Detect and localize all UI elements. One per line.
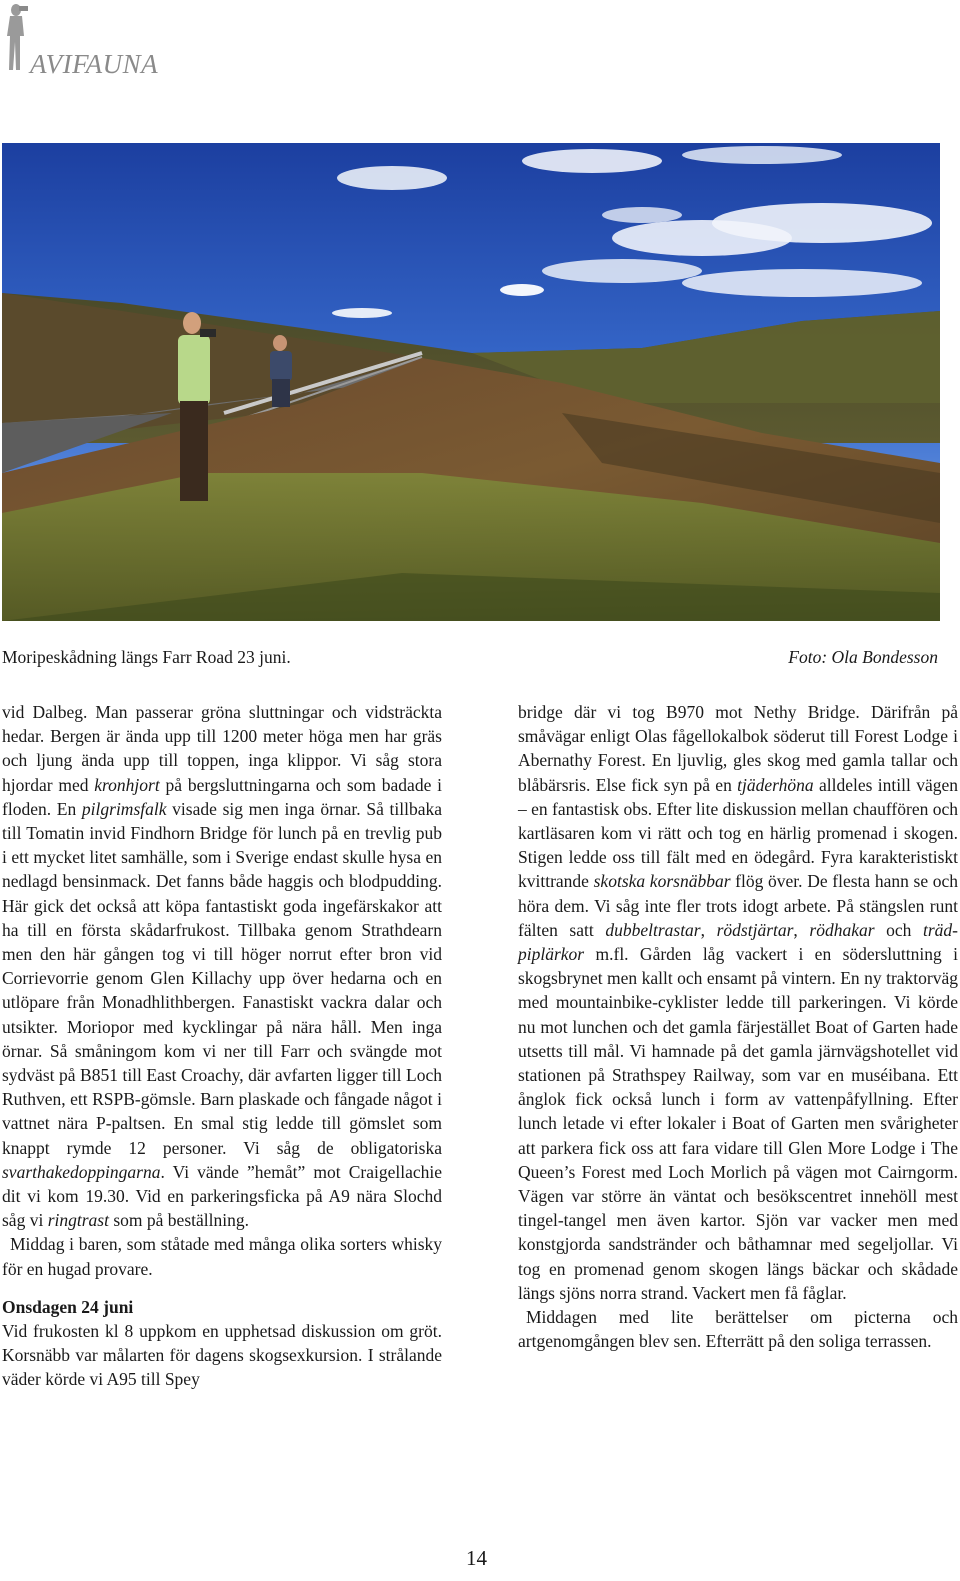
avifauna-logo <box>2 2 182 82</box>
right-paragraph-1: bridge där vi tog B970 mot Nethy Bridge. Därifrån på småvägar enligt Olas fågellokalbok söderut till Forest Lodge i Abernathy Forest. En ljuvlig, gles skog med gamla tallar och blåbärsris. Else fick syn på en tjäderhöna alldeles intill vägen – en fantastisk obs. Efter lite diskussion mellan chauffören och kartläsaren kom vi rätt och tog en härlig promenad i skogen. Stigen ledde oss till fält med en ödegård. Fyra karakteristiskt kvittrande skotska korsnäbbar flög över. De flesta hann se och höra dem. Vi såg inte fler trots idogt arbete. På stängslen runt fälten satt dubbeltrastar, rödstjärtar, rödhakar och trädpiplärkor m.fl. Gården låg vackert i en södersluttning i skogsbrynet men kallt och ensamt på vintern. En ny traktorväg med mountainbike-cyklister ledde till parkeringen. Vi körde nu mot lunchen och det gamla färjestället Boat of Garten hade utsetts till mål. Vi hamnade på det gamla järnvägshotellet vid stationen på Strathspey Railway, som var en muséibana. Ett ånglok fick också lunch i form av vattenpåfyllning. Efter lunch letade vi efter lokaler i Boat of Garten men svårigheter att parkera fick oss att fara vidare till Glen More Lodge i The Queen’s Forest med Loch Morlich på vägen mot Cairngorm. Vägen var större än väntat och besökscentret innehöll mest tingel-tangel men även kartor. Sjön var vacker men med konstgjorda sandstränder och båthamnar med segeljollar. Vi tog en promenad genom skogen längs bäckar och skådade längs sjöns norra strand. Vackert men få fåglar. <box>518 702 959 1303</box>
left-paragraph-2: Middag i baren, som ståtade med många olika sorters whisky för en hugad provare. <box>2 1234 442 1279</box>
left-paragraph-3: Vid frukosten kl 8 uppkom en upphetsad diskussion om gröt. Korsnäbb var målarten för dagens skogsexkursion. I strålande väder körde vi A95 till Spey <box>2 1320 442 1390</box>
birdwatcher-figure-icon <box>2 2 32 74</box>
photo-credit: Foto: Ola Bondesson <box>788 647 938 667</box>
section-heading: Onsdagen 24 juni <box>2 1296 134 1317</box>
right-paragraph-2: Middagen med lite berättelser om picterna och artgenomgången blev sen. Efterrätt på den soliga terrassen. <box>518 1307 958 1352</box>
photo-caption <box>2 644 938 670</box>
page-number: 14 <box>466 1546 487 1570</box>
logo-text: AVIFAUNA <box>30 49 159 79</box>
left-paragraph-1: vid Dalbeg. Man passerar gröna sluttningar och vidsträckta hedar. Bergen är ända upp till 1200 meter höga men har gräs och ljung ända upp till toppen, inga klippor. Vi såg stora hjordar med kronhjort på bergsluttningarna och som badade i floden. En pilgrimsfalk visade sig men inga örnar. Så tillbaka till Tomatin invid Findhorn Bridge för lunch på en trevlig pub i ett mycket litet samhälle, som i Sverige endast skulle hysa en nedlagd bensinmack. Det fanns både haggis och blodpudding. Här gick det också att köpa fantastiskt goda ingefärskakor att ha till en första skådarfrukost. Tillbaka genom Strathdearn men den här gången tog vi till höger norrut efter bron vid Corrievorrie genom Glen Killachy upp över hedarna och en utlöpare från Monadhlithbergen. Fanastiskt vackra dalar och utsikter. Moriopor med kycklingar på nära håll. Men inga örnar. Så småningom kom vi ner till Farr och svängde mot sydväst på B851 till East Croachy, där avfarten ligger till Loch Ruthven, ett RSPB-gömsle. Barn plaskade och fångade något i vattnet nära P-paltsen. En smal stig ledde till gömslet som knappt rymde 12 personer. Vi såg de obligatoriska svarthakedoppingarna. Vi vände ”hemåt” mot Craigellachie dit vi kom 19.30. Vid en parkeringsficka på A9 nära Slochd såg vi ringtrast som på beställning. <box>2 702 443 1231</box>
right-column <box>518 700 958 1353</box>
left-column <box>2 700 442 1391</box>
caption-text: Moripeskådning längs Farr Road 23 juni. <box>2 647 291 667</box>
landscape-photo <box>2 143 940 621</box>
